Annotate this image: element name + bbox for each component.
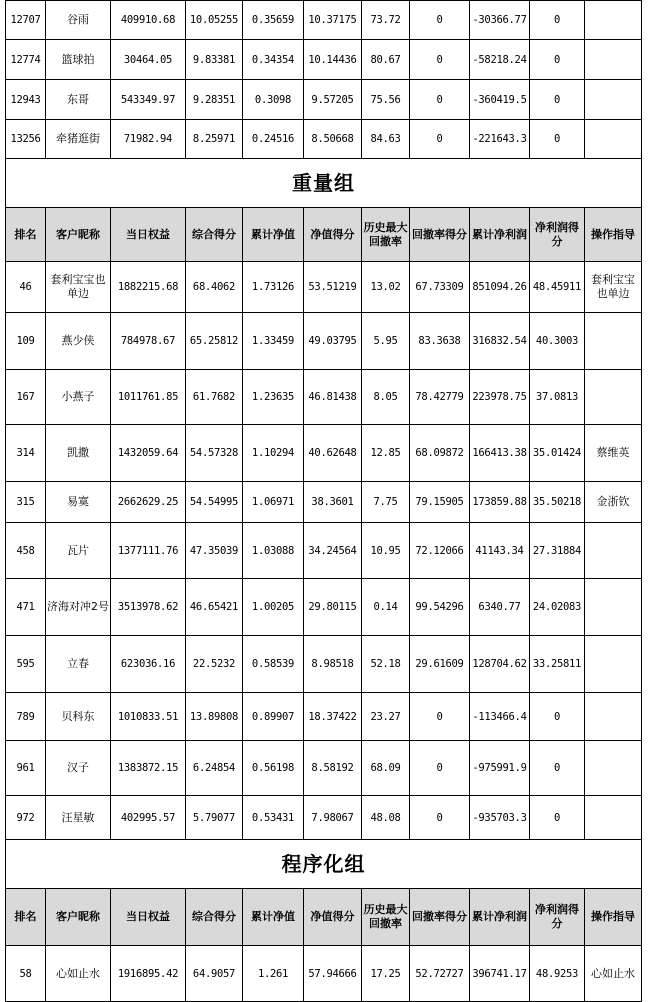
column-header: 净值得分 [304,889,362,946]
table-cell: 543349.97 [111,80,186,120]
table-cell: 济海对冲2号 [46,579,111,636]
table-cell: 蔡维英 [585,425,642,482]
column-header: 累计净利润 [470,208,530,262]
column-header: 综合得分 [186,889,243,946]
table-cell: 65.25812 [186,313,243,370]
table-cell: 46 [6,262,46,313]
table-cell: 78.42779 [410,370,470,425]
table-cell: 8.50668 [304,120,362,159]
column-header: 累计净值 [243,889,304,946]
column-header: 客户昵称 [46,208,111,262]
table-cell: 0.14 [362,579,410,636]
table-cell: 9.28351 [186,80,243,120]
table-cell: 84.63 [362,120,410,159]
column-header: 历史最大回撤率 [362,208,410,262]
table-cell: 623036.16 [111,636,186,693]
table-cell: 24.02083 [530,579,585,636]
table-cell: 12774 [6,40,46,80]
table-cell: 1383872.15 [111,741,186,796]
table-cell: 0 [410,80,470,120]
table-cell: 0 [410,1,470,40]
column-header: 累计净值 [243,208,304,262]
column-header: 客户昵称 [46,889,111,946]
table-cell: 汉子 [46,741,111,796]
table-cell: 83.3638 [410,313,470,370]
column-header: 回撤率得分 [410,208,470,262]
table-cell [585,40,642,80]
table-cell: 68.4062 [186,262,243,313]
table-cell: 22.5232 [186,636,243,693]
column-header: 操作指导 [585,208,642,262]
table-cell: 33.25811 [530,636,585,693]
table-cell: 0 [410,741,470,796]
table-cell: 0 [530,741,585,796]
table-cell: 1916895.42 [111,946,186,1002]
table-cell: 128704.62 [470,636,530,693]
column-header: 排名 [6,208,46,262]
table-cell: 61.7682 [186,370,243,425]
table-cell: 52.72727 [410,946,470,1002]
table-cell [585,579,642,636]
table-row [6,40,642,80]
table-cell: 1.06971 [243,482,304,523]
table-cell: 燕少侠 [46,313,111,370]
table-cell: 9.83381 [186,40,243,80]
table-cell: 立春 [46,636,111,693]
table-cell: 0 [410,40,470,80]
table-cell: 13.02 [362,262,410,313]
table-cell: 34.24564 [304,523,362,579]
table-cell: 409910.68 [111,1,186,40]
column-header: 回撤率得分 [410,889,470,946]
table-cell: 47.35039 [186,523,243,579]
program-group-title-row [6,840,642,889]
table-cell: 961 [6,741,46,796]
table-cell: 46.81438 [304,370,362,425]
table-cell: -975991.9 [470,741,530,796]
table-cell [585,523,642,579]
table-row [6,313,642,370]
table-cell: 53.51219 [304,262,362,313]
table-cell: 0 [530,40,585,80]
table-cell: 68.09 [362,741,410,796]
table-cell: 0 [530,120,585,159]
table-cell: 167 [6,370,46,425]
table-cell: 52.18 [362,636,410,693]
table-cell: 5.79077 [186,796,243,840]
table-cell: 0 [530,80,585,120]
table-cell: 0.35659 [243,1,304,40]
table-cell: 9.57205 [304,80,362,120]
table-cell: 223978.75 [470,370,530,425]
column-header: 净利润得分 [530,889,585,946]
table-cell: 48.08 [362,796,410,840]
table-cell: 18.37422 [304,693,362,741]
table-cell: 784978.67 [111,313,186,370]
table-cell: -113466.4 [470,693,530,741]
table-cell: 3513978.62 [111,579,186,636]
table-cell: 17.25 [362,946,410,1002]
table-cell [585,1,642,40]
column-header: 当日权益 [111,889,186,946]
table-cell: 1.03088 [243,523,304,579]
table-cell: 1.73126 [243,262,304,313]
table-cell: 8.58192 [304,741,362,796]
table-cell: 64.9057 [186,946,243,1002]
table-cell: 5.95 [362,313,410,370]
table-cell: 40.3003 [530,313,585,370]
table-row [6,946,642,1002]
table-row [6,741,642,796]
table-cell: 1011761.85 [111,370,186,425]
table-cell: 54.54995 [186,482,243,523]
table-cell: 71982.94 [111,120,186,159]
table-row [6,693,642,741]
table-cell: -935703.3 [470,796,530,840]
table-cell: 6.24854 [186,741,243,796]
table-cell [585,80,642,120]
table-cell: 109 [6,313,46,370]
table-cell: 2662629.25 [111,482,186,523]
heavy-group-title: 重量组 [6,159,642,208]
table-cell [585,693,642,741]
table-cell: 38.3601 [304,482,362,523]
table-row [6,425,642,482]
table-cell: 13.89808 [186,693,243,741]
table-cell: 972 [6,796,46,840]
table-cell: 贝科东 [46,693,111,741]
table-cell: 471 [6,579,46,636]
table-cell: 10.37175 [304,1,362,40]
table-row [6,636,642,693]
table-cell: 1.261 [243,946,304,1002]
table-cell: 13256 [6,120,46,159]
table-cell: 汪星敏 [46,796,111,840]
table-cell: 谷雨 [46,1,111,40]
table-cell: 心如止水 [585,946,642,1002]
table-cell: 10.05255 [186,1,243,40]
table-cell: 37.0813 [530,370,585,425]
table-cell: 80.67 [362,40,410,80]
table-cell: 851094.26 [470,262,530,313]
header-row [6,889,642,946]
table-cell: 牵猪逛街 [46,120,111,159]
table-cell: 套利宝宝也单边 [46,262,111,313]
table-cell: 79.15905 [410,482,470,523]
table-cell: 易寞 [46,482,111,523]
program-group-title: 程序化组 [6,840,642,889]
table-cell: 58 [6,946,46,1002]
table-cell: 54.57328 [186,425,243,482]
table-cell: 595 [6,636,46,693]
table-cell: 0.24516 [243,120,304,159]
table-cell: 7.75 [362,482,410,523]
column-header: 排名 [6,889,46,946]
table-cell: 458 [6,523,46,579]
table-cell: 1.10294 [243,425,304,482]
heavy-group-title-row [6,159,642,208]
table-cell: 0 [530,693,585,741]
table-cell: 8.25971 [186,120,243,159]
table-cell: 789 [6,693,46,741]
table-cell: 瓦片 [46,523,111,579]
column-header: 当日权益 [111,208,186,262]
table-cell: 48.9253 [530,946,585,1002]
table-cell: 67.73309 [410,262,470,313]
table-cell [585,636,642,693]
table-cell: 小燕子 [46,370,111,425]
table-cell: 68.09872 [410,425,470,482]
table-cell: -30366.77 [470,1,530,40]
table-cell: 72.12066 [410,523,470,579]
table-cell: 0 [410,120,470,159]
table-cell: 1010833.51 [111,693,186,741]
table-cell: 75.56 [362,80,410,120]
table-cell: 35.01424 [530,425,585,482]
table-row [6,120,642,159]
table-cell: 49.03795 [304,313,362,370]
table-cell: 0.34354 [243,40,304,80]
table-cell: 0.56198 [243,741,304,796]
table-cell [585,120,642,159]
table-cell: 0 [530,796,585,840]
table-cell [585,796,642,840]
table-cell: 1.00205 [243,579,304,636]
column-header: 操作指导 [585,889,642,946]
table-cell: 27.31884 [530,523,585,579]
table-cell: 0 [410,693,470,741]
table-cell: 12.85 [362,425,410,482]
table-cell: 396741.17 [470,946,530,1002]
table-cell: 29.61609 [410,636,470,693]
header-row [6,208,642,262]
table-cell: 10.95 [362,523,410,579]
table-cell: 166413.38 [470,425,530,482]
table-cell: 1.33459 [243,313,304,370]
table-cell: -360419.5 [470,80,530,120]
table-cell: 8.98518 [304,636,362,693]
table-row [6,1,642,40]
table-cell: 40.62648 [304,425,362,482]
table-cell: 402995.57 [111,796,186,840]
table-cell: 23.27 [362,693,410,741]
table-cell: 凯撒 [46,425,111,482]
table-row [6,523,642,579]
column-header: 净值得分 [304,208,362,262]
table-cell: 1882215.68 [111,262,186,313]
table-cell [585,370,642,425]
table-cell: 7.98067 [304,796,362,840]
table-cell: 篮球拍 [46,40,111,80]
table-cell: 6340.77 [470,579,530,636]
table-cell: 30464.05 [111,40,186,80]
table-cell: 东哥 [46,80,111,120]
table-cell: 314 [6,425,46,482]
column-header: 净利润得分 [530,208,585,262]
table-row [6,80,642,120]
table-cell: 12707 [6,1,46,40]
table-cell: 173859.88 [470,482,530,523]
table-cell: 99.54296 [410,579,470,636]
column-header: 综合得分 [186,208,243,262]
table-cell [585,741,642,796]
table-cell: 29.80115 [304,579,362,636]
table-cell: 1432059.64 [111,425,186,482]
table-cell: 315 [6,482,46,523]
column-header: 累计净利润 [470,889,530,946]
table-row [6,796,642,840]
table-cell: 12943 [6,80,46,120]
table-cell: 0.3098 [243,80,304,120]
table-cell: 8.05 [362,370,410,425]
table-cell: 0.89907 [243,693,304,741]
table-row [6,579,642,636]
table-cell: 0 [410,796,470,840]
table-cell: 套利宝宝也单边 [585,262,642,313]
table-cell: 48.45911 [530,262,585,313]
table-cell: 316832.54 [470,313,530,370]
table-cell: 46.65421 [186,579,243,636]
table-cell: 1377111.76 [111,523,186,579]
table-row [6,482,642,523]
table-cell: 金浙钦 [585,482,642,523]
table-cell: 10.14436 [304,40,362,80]
table-cell: 35.50218 [530,482,585,523]
table-cell: -221643.3 [470,120,530,159]
table-row [6,262,642,313]
table-cell: -58218.24 [470,40,530,80]
table-cell: 57.94666 [304,946,362,1002]
table-cell: 0 [530,1,585,40]
table-cell: 0.53431 [243,796,304,840]
table-cell: 0.58539 [243,636,304,693]
table-cell: 41143.34 [470,523,530,579]
ranking-table [5,0,642,1002]
table-cell: 73.72 [362,1,410,40]
table-cell: 心如止水 [46,946,111,1002]
column-header: 历史最大回撤率 [362,889,410,946]
table-row [6,370,642,425]
table-cell: 1.23635 [243,370,304,425]
table-cell [585,313,642,370]
